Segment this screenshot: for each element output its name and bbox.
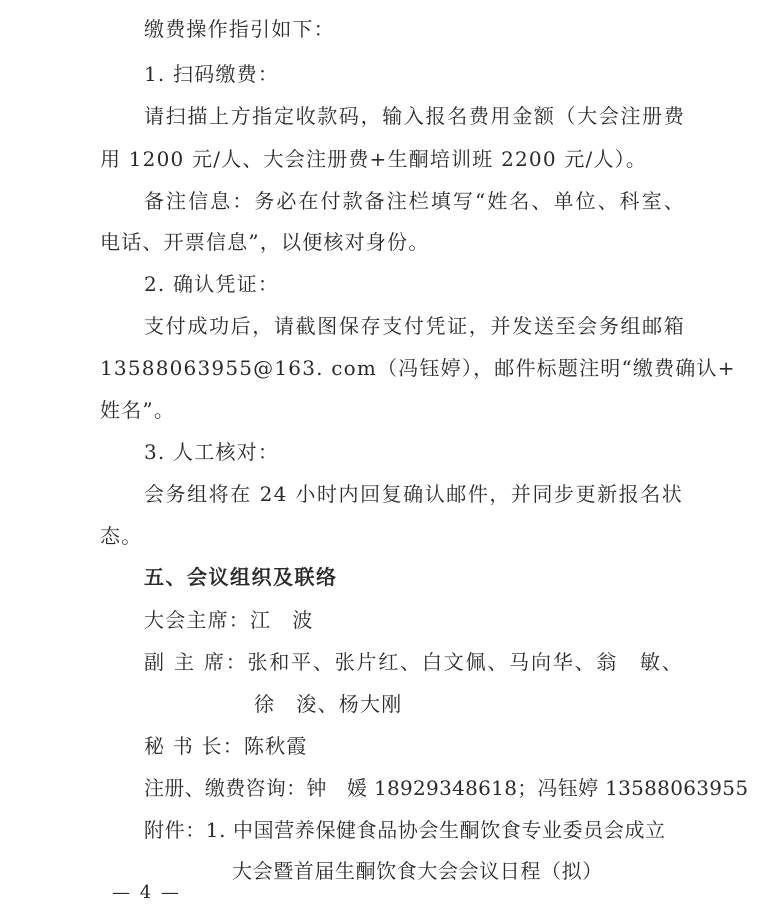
attachment-line1: 附件：1. 中国营养保健食品协会生酮饮食专业委员会成立 [144, 818, 666, 842]
step1-text-line1: 请扫描上方指定收款码，输入报名费用金额（大会注册费 [144, 104, 685, 128]
secretary-line: 秘 书 长：陈秋霞 [144, 734, 308, 758]
chair-line: 大会主席：江 波 [144, 608, 314, 632]
step3-text-line2: 态。 [100, 524, 143, 548]
step2-text-line2: 13588063955@163. com（冯钰婷），邮件标题注明“缴费确认+ [100, 356, 736, 380]
note-text-line2: 电话、开票信息”，以便核对身份。 [100, 230, 430, 254]
contact-line: 注册、缴费咨询：钟 媛 18929348618；冯钰婷 13588063955 [144, 776, 749, 800]
step2-text-line1: 支付成功后，请截图保存支付凭证，并发送至会务组邮箱 [144, 314, 685, 338]
step3-text-line1: 会务组将在 24 小时内回复确认邮件，并同步更新报名状 [144, 482, 683, 506]
step2-title: 2. 确认凭证： [144, 272, 280, 296]
attachment-line2: 大会暨首届生酮饮食大会会议日程（拟） [232, 859, 603, 883]
page-number: — 4 — [112, 882, 181, 903]
guide-intro: 缴费操作指引如下： [144, 17, 335, 41]
step1-title: 1. 扫码缴费： [144, 62, 280, 86]
step2-text-line3: 姓名”。 [100, 398, 176, 422]
step1-text-line2: 用 1200 元/人、大会注册费+生酮培训班 2200 元/人）。 [100, 147, 648, 171]
step3-title: 3. 人工核对： [144, 440, 280, 464]
section5-heading: 五、会议组织及联络 [144, 565, 338, 589]
vice-chair-line2: 徐 浚、杨大刚 [254, 692, 403, 716]
note-text-line1: 备注信息：务必在付款备注栏填写“姓名、单位、科室、 [144, 189, 685, 213]
vice-chair-line1: 副 主 席：张和平、张片红、白文佩、马向华、翁 敏、 [144, 650, 683, 674]
